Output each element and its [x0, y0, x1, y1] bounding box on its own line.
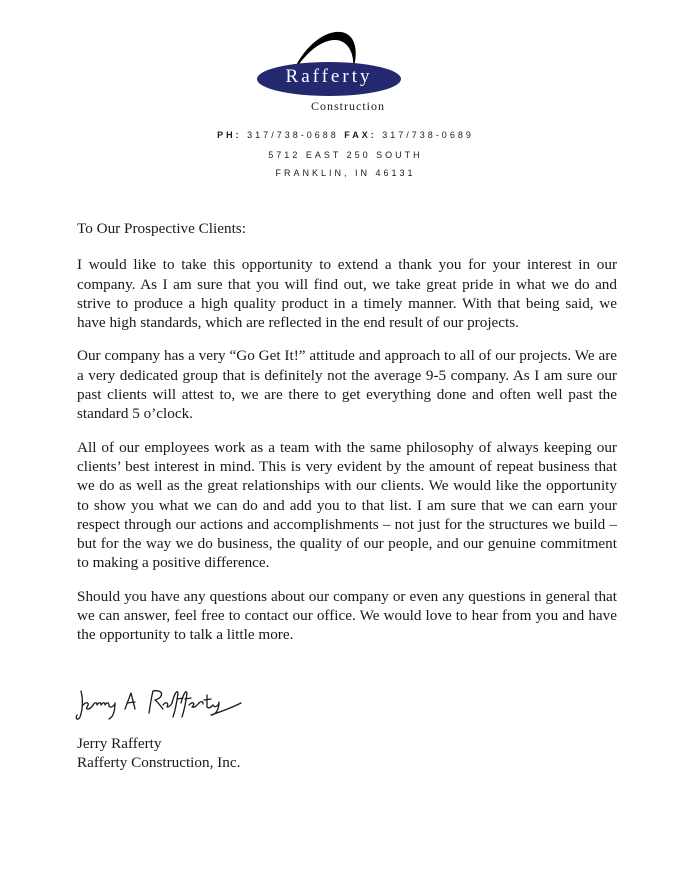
- paragraph-3: All of our employees work as a team with the same philosophy of always keeping our clients’ best interest in mind. This is very evident by the amount of repeat business that we do as well as the great relationships with our clients. We would like the opportunity to show you what we can do and add you to that list. I am sure that we can earn your respect through our actions and accomplishments – not just for the structures we build – but for the way we do business, the quality of our people, and our genuine commitment to making a positive difference.: [77, 438, 617, 572]
- contact-phone-fax: [0, 130, 691, 140]
- signer-block: [77, 734, 240, 772]
- paragraph-1: I would like to take this opportunity to extend a thank you for your interest in our company. As I am sure that you will find out, we take great pride in what we do and strive to produce a high quality product in a timely manner. With that being said, we have high standards, which are reflected in the end result of our projects.: [77, 256, 617, 332]
- phone-label: PH:: [217, 130, 242, 140]
- signer-company: Rafferty Construction, Inc.: [77, 754, 241, 771]
- letterhead: [0, 0, 691, 190]
- salutation: To Our Prospective Clients:: [77, 220, 246, 237]
- letter-body: [77, 219, 617, 659]
- company-logo: [255, 28, 415, 118]
- address-street: 5712 EAST 250 SOUTH: [268, 150, 423, 160]
- logo-wordmark: Rafferty: [285, 66, 373, 87]
- signer-name: Jerry Rafferty: [77, 735, 162, 752]
- handwritten-signature: [73, 685, 243, 725]
- paragraph-2: Our company has a very “Go Get It!” attitude and approach to all of our projects. We are a very dedicated group that is definitely not the average 9-5 company. As I am sure our past clients will attest to, we are there to get everything done and often well past the standard 5 o’clock.: [77, 347, 617, 423]
- fax-number: 317/738-0689: [382, 130, 474, 140]
- logo-subtitle: Construction: [311, 99, 385, 113]
- address-city: FRANKLIN, IN 46131: [275, 168, 416, 178]
- fax-label: FAX:: [344, 130, 377, 140]
- paragraph-4: Should you have any questions about our company or even any questions in general that we can answer, feel free to contact our office. We would love to hear from you and have the opportunity to talk a little more.: [77, 587, 617, 644]
- signature-icon: [73, 685, 243, 725]
- phone-number: 317/738-0688: [247, 130, 339, 140]
